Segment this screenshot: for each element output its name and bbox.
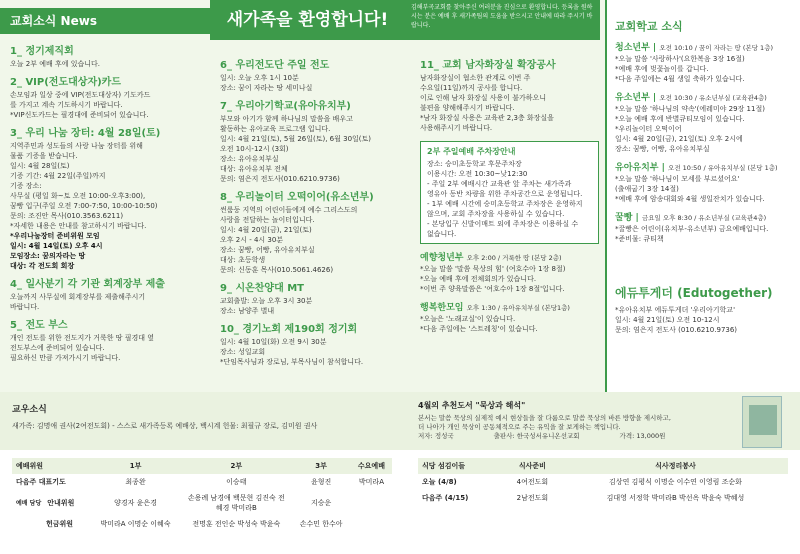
dept-text: *오늘 말씀 '사랑하사'(요한복음 3장 16절) (615, 55, 745, 63)
recommended-book (418, 400, 738, 441)
parking-text: - 1부 예배 시간에 승미초등학교 주차장은 운영하지 (427, 200, 583, 208)
section-text: 물품 기증을 받습니다. (10, 152, 78, 160)
section-text: 장소: 성일교회 (220, 348, 266, 356)
news-title: 교회소식 News (0, 8, 210, 34)
dept-name: 유아유치부 (615, 163, 659, 173)
section-text: 부모와 아기가 함께 하나님의 말씀을 배우고 (220, 115, 353, 123)
parking-text: 영유아 동반 차량을 위한 주차공간으로 운영됩니다. (427, 190, 583, 198)
parking-title: 2부 주일예배 주차장안내 (427, 147, 516, 156)
member-news-title: 교우소식 (12, 405, 47, 415)
section-text: 장소: 남양주 별내 (220, 307, 275, 315)
section-text: 사용해주시기 바랍니다. (420, 124, 493, 132)
book-author: 저자: 정성국 (418, 432, 454, 440)
duty-cell: 박미라A 이명순 이혜숙 (100, 520, 171, 528)
section-text: *단임목사님과 장로님, 부목사님이 참석합니다. (220, 358, 364, 366)
dept-text: *준비물: 큐티책 (615, 235, 664, 243)
section-text: 오전 10시-12시 (3회) (220, 145, 289, 153)
table-row (418, 474, 788, 490)
section-text: 대상: 초등학생 (220, 256, 266, 264)
meal-cell: 김상연 김평식 이명순 이수연 이영림 조순화 (609, 478, 742, 486)
section-text: 일시: 4월 14일(토) 오후 4시 (10, 242, 103, 250)
group-time: 오후 2:00 / 거룩한 땅 (본당 2층) (466, 254, 562, 262)
section-text: 일시: 4월 20일(금), 21일(토) (220, 226, 312, 234)
section-heading: 9_ 시온찬양대 MT (220, 283, 304, 294)
section-text: 수요일(11일)까지 공사를 합니다. (420, 84, 523, 92)
section-text: 바랍니다. (10, 303, 40, 311)
section-text: 꿈빵 입구(주일 오전 7:00-7:50, 10:00-10:50) (10, 202, 158, 210)
dept-text: 일시: 4월 20일(금), 21일(토) 오후 2시에 (615, 135, 743, 143)
group-text: *다음 주일에는 '스트레칭'이 있습니다. (420, 325, 538, 333)
member-news (12, 402, 392, 431)
parking-text: 이용시간: 오전 10:30~낮12:30 (427, 170, 528, 178)
section-text: *우리나눔장터 준비위원 모임 (10, 232, 100, 240)
table-row (12, 474, 392, 490)
dept-text: *예배 후에 벚꽃놀이를 갑니다. (615, 65, 709, 73)
duty-cell: 양경자 윤은경 (114, 499, 157, 507)
section-text: 이로 인해 남자 화장실 사용이 불가하오니 (420, 94, 547, 102)
section-text: 개인 전도를 위한 전도지가 거룩한 땅 필경대 옆 (10, 334, 155, 342)
news-column-2 (210, 0, 410, 392)
group-text: *오늘 예배 후에 전체회의가 있습니다. (420, 275, 537, 283)
group-text: *이번 주 양육말씀은 '여호수아 1장 8절'입니다. (420, 285, 565, 293)
dept-heading: 유아유치부 | 오전 10:50 / 유아유치부실 (본당 1층) (615, 163, 778, 173)
section-text: 장소: 꿈빵, 어빵, 유아유치부실 (220, 246, 315, 254)
section-heading: 1_ 정기제직회 (10, 46, 74, 57)
section-text: *남자 화장실 사용은 교육관 2,3층 화장실을 (420, 114, 554, 122)
section-text: 지역주민과 성도들의 사랑 나눔 장터를 위해 (10, 142, 143, 150)
section-text: 문의: 신동훈 목사(010.5061.4626) (220, 266, 334, 274)
section-text: 장소: 꿈이 자라는 땅 세미나실 (220, 84, 313, 92)
meal-header: 식사정리봉사 (655, 462, 696, 470)
duty-header: 1부 (129, 462, 142, 470)
meal-cell: 다음주 (4/15) (422, 494, 469, 502)
meal-cell: 2남전도회 (516, 494, 549, 502)
church-school-panel (605, 0, 800, 392)
parking-text: - 본당입구 신발이매트 외에 주차장은 이용하실 수 (427, 220, 579, 228)
section-text: 모임장소: 꿈의자라는 땅 (10, 252, 86, 260)
edutogether-text: 일시: 4월 21일(토) 오전 10-12시 (615, 316, 720, 324)
dept-text: *우리놀이터 오떡이어 (615, 125, 682, 133)
table-row (12, 490, 392, 516)
section-text: 사랑을 전달하는 놀이터입니다. (220, 216, 315, 224)
dept-time: 금요일 오후 8:30 / 유소년부실 (교육관4층) (641, 214, 767, 222)
dept-text: (출애굽기 3장 14절) (615, 185, 679, 193)
welcome-banner: 새가족을 환영합니다! (210, 0, 405, 40)
book-desc-1: 본서는 말씀 묵상의 실제적 예시 현상들을 잘 다룸으로 말씀 묵상의 바른 방향을 제시하고, (418, 414, 671, 422)
section-heading: 11_ 교회 남자화장실 확장공사 (420, 60, 556, 71)
duty-role: 안내위원 (47, 499, 75, 507)
dept-text: *오늘 말씀 '하나님이 모세를 부르셨어요' (615, 175, 740, 183)
duty-header: 예배위원 (16, 462, 44, 470)
section-heading: 3_ 우리 나눔 장터: 4월 28일(토) (10, 128, 161, 139)
welcome-note: 김해부곡교회를 찾아주신 여러분을 진심으로 환영합니다. 등록을 원하시는 분은 예배 후 새가족팀의 도움을 받으시고 안내에 따라 주시기 바랍니다. (405, 0, 600, 40)
dept-heading: 청소년부 | 오전 10:10 / 꿈이 자라는 땅 (본당 1층) (615, 43, 774, 53)
duty-cell: 최종완 (125, 478, 146, 486)
duty-header: 수요예배 (357, 462, 385, 470)
news-column-1 (0, 0, 210, 392)
dept-name: 청소년부 (615, 43, 650, 53)
section-text: 필요하신 만큼 가져가시기 바랍니다. (10, 354, 121, 362)
duty-header: 3부 (315, 462, 327, 470)
section-text: 대상: 유아유치부 전체 (220, 165, 288, 173)
section-heading: 2_ VIP(전도대상자)카드 (10, 77, 121, 88)
group-text: *오늘 말씀 '말씀 묵상의 힘' (여호수아 1장 8절) (420, 265, 566, 273)
section-heading: 7_ 우리아기학교(유아유치부) (220, 101, 351, 112)
section-text: 교회출발: 오늘 오후 3시 30분 (220, 297, 313, 305)
meal-cell: 4여전도회 (516, 478, 549, 486)
duty-cell (351, 516, 392, 532)
meal-service-table (418, 458, 788, 506)
duty-cell: 손용례 남경애 백문현 김진숙 전혜경 박미라B (187, 494, 285, 512)
book-desc-2: 더 나아가 개인 묵상이 공동체적으로 주는 유익을 잘 보게하는 책입니다. (418, 423, 621, 431)
section-text: *VIP신도카드는 필경대에 준비되어 있습니다. (10, 111, 149, 119)
dept-text: *꿀빵은 어린이(유치부-유소년부) 금요예배입니다. (615, 225, 769, 233)
book-cover-image (742, 396, 782, 448)
parking-text: 없습니다. (427, 230, 457, 238)
section-text: 불편을 양해해주시기 바랍니다. (420, 104, 515, 112)
section-text: 문의: 염은지 전도사(010.6210.9736) (220, 175, 340, 183)
dept-heading: 꿀빵 | 금요일 오후 8:30 / 유소년부실 (교육관4층) (615, 213, 767, 223)
dept-time: 오전 10:50 / 유아유치부실 (본당 1층) (668, 164, 778, 172)
section-text: 남자화장실이 협소한 관계로 이번 주 (420, 74, 531, 82)
dept-name: 유소년부 (615, 93, 650, 103)
section-text: 일시: 4월 21일(토), 5월 26일(토), 6월 30일(토) (220, 135, 372, 143)
dept-text: *예배 후에 암송대회와 4월 생일잔치가 있습니다. (615, 195, 765, 203)
edutogether-text: *유아유치부 에듀투게더 '우리아기학교' (615, 306, 735, 314)
parking-text: 않으며, 교회 주차장을 사용하실 수 있습니다. (427, 210, 565, 218)
worship-duty-table (12, 458, 392, 532)
meal-header: 식당 섬김이들 (422, 462, 466, 470)
dept-text: *다음 주일에는 4월 생일 축하가 있습니다. (615, 75, 745, 83)
duty-cell: 헌금위원 (46, 520, 74, 528)
meal-cell: 김대영 서정학 박미라B 박선옥 박윤숙 박혜성 (606, 494, 745, 502)
group-name: 예향청년부 (420, 253, 464, 263)
dept-heading: 유소년부 | 오전 10:30 / 유소년부실 (교육관4층) (615, 93, 767, 103)
duty-cell: 박미라A (358, 478, 384, 486)
section-heading: 6_ 우리전도단 주일 전도 (220, 60, 330, 71)
news-column-3 (410, 0, 605, 392)
duty-cell (12, 490, 90, 516)
duty-cell: 윤형진 (310, 478, 332, 486)
section-heading: 5_ 전도 부스 (10, 320, 68, 331)
edutogether-text: 문의: 염은지 전도사 (010.6210.9736) (615, 326, 738, 334)
duty-cell: 다음주 대표기도 (16, 478, 66, 486)
section-text: 오후 2시 - 4시 30분 (220, 236, 284, 244)
section-text: 썬룸둥 지역의 어린이들에게 예수 그리스도의 (220, 206, 358, 214)
section-text: 기증 장소: (10, 182, 42, 190)
duty-side-label: 예배 담당 (16, 500, 42, 507)
parking-text: 장소: 승미초등학교 후문주차장 (427, 160, 522, 168)
section-heading: 10_ 경기노회 제190회 정기회 (220, 324, 358, 335)
meal-cell: 오늘 (4/8) (422, 478, 457, 486)
church-school-title: 교회학교 소식 (615, 20, 683, 33)
duty-cell: 지승운 (310, 499, 332, 507)
section-text: 장소: 유아유치부실 (220, 155, 279, 163)
section-text: 문의: 조진안 목사(010.3563.6211) (10, 212, 124, 220)
table-row (12, 516, 392, 532)
book-price: 가격: 13,000원 (619, 432, 666, 440)
parking-box (420, 141, 599, 244)
member-news-row: 새가족: 김명애 권사(2여전도회) - 스스로 새가족등록 예배상, 백시계 헌물: 최필규 장로, 김미원 권사 (12, 422, 318, 430)
group-heading (420, 300, 599, 313)
section-text: 오늘 2부 예배 후에 있습니다. (10, 60, 100, 68)
table-row (418, 490, 788, 506)
duty-header: 2부 (230, 462, 243, 470)
dept-time: 오전 10:30 / 유소년부실 (교육관4층) (659, 94, 767, 102)
parking-text: - 주일 2부 예배시간 교육관 앞 주차는 새가족과 (427, 180, 572, 188)
duty-cell: 전명훈 전인순 박성숙 박윤숙 (192, 520, 281, 528)
section-heading: 8_ 우리놀이터 오떡이어(유소년부) (220, 192, 374, 203)
dept-text: *오늘 예배 후에 반별큐티모임이 있습니다. (615, 115, 745, 123)
group-time: 오후 1:30 / 유아유치부실 (본당1층) (466, 304, 570, 312)
section-text: 일시: 오늘 오후 1시 10분 (220, 74, 299, 82)
duty-cell: 이승태 (226, 478, 247, 486)
book-publisher: 출판사: 한국성서유니온선교회 (493, 432, 580, 440)
section-text: 사무실 (평일 화~토 오전 10:00-오후3:00), (10, 192, 146, 200)
book-title: 4월의 추천도서 "묵상과 해석" (418, 401, 526, 410)
section-text: 오늘까지 사무실에 회계장부를 제출해주시기 (10, 293, 146, 301)
meal-header: 식사준비 (518, 462, 546, 470)
group-text: *오늘은 '노래교실'이 있습니다. (420, 315, 516, 323)
dept-time: 오전 10:10 / 꿈이 자라는 땅 (본당 1층) (659, 44, 774, 52)
dept-text: *오늘 말씀 '하나님의 약속'(에레미야 29장 11절) (615, 105, 765, 113)
section-text: 일시: 4월 28일(토) (10, 162, 70, 170)
section-text: *자세한 내용은 안내를 참고하시기 바랍니다. (10, 222, 147, 230)
group-name: 행복한모임 (420, 303, 464, 313)
duty-cell: 손수민 한수아 (299, 520, 343, 528)
section-text: 기증 기간: 4월 22일(주일)까지 (10, 172, 106, 180)
duty-cell (351, 490, 392, 516)
bottom-section (0, 392, 800, 554)
section-text: 손모임과 일상 중에 VIP(전도대상자) 기도카드 (10, 91, 151, 99)
section-text: 를 가지고 계속 기도하시기 바랍니다. (10, 101, 123, 109)
edutogether-title: 에듀투게더 (Edutogether) (615, 286, 773, 300)
section-text: 활동하는 유아교육 프로그램 입니다. (220, 125, 331, 133)
section-heading: 4_ 일사분기 각 기관 회계장부 제출 (10, 279, 165, 290)
section-text: 전도부스에 준비되어 있습니다. (10, 344, 105, 352)
group-heading (420, 250, 599, 263)
section-text: 일시: 4월 10일(화) 오전 9시 30분 (220, 338, 327, 346)
section-text: 대상: 각 전도회 회장 (10, 262, 75, 270)
dept-text: 장소: 꿈빵, 어빵, 유아유치부실 (615, 145, 710, 153)
dept-name: 꿀빵 (615, 213, 633, 223)
